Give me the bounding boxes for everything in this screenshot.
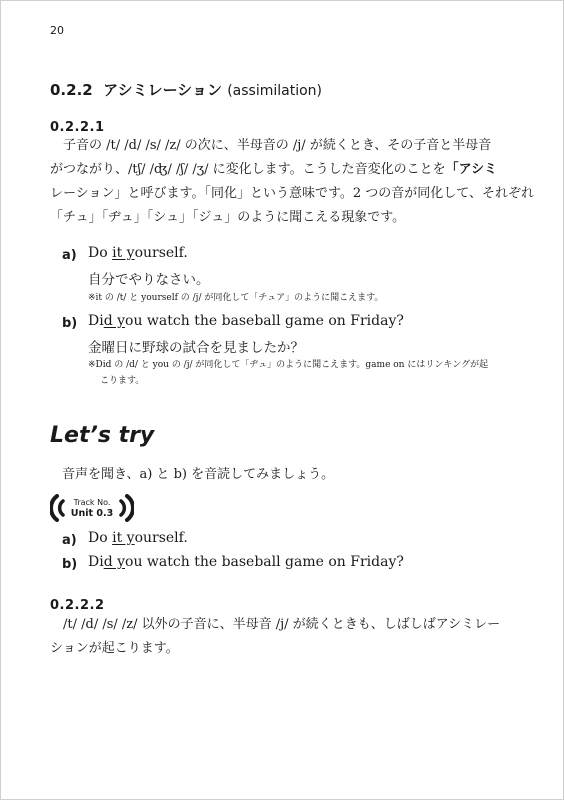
try-example-b-marker: b) bbox=[62, 557, 78, 572]
example-b-marker: b) bbox=[62, 316, 78, 331]
term-assimilation: 「アシミ bbox=[445, 162, 498, 177]
assimilation-underline: it y bbox=[112, 530, 135, 546]
assimilation-underline: d y bbox=[103, 313, 126, 329]
paragraph-line: レーション」と呼びます。「同化」という意味です。2 つの音が同化して、それぞれ bbox=[50, 186, 535, 201]
example-a-english: Do it yourself. bbox=[88, 245, 188, 261]
paragraph-line: 「チュ」「ヂュ」「シュ」「ジュ」のように聞こえる現象です。 bbox=[50, 210, 406, 225]
section-title-en: (assimilation) bbox=[227, 83, 323, 99]
example-b-japanese: 金曜日に野球の試合を見ましたか？ bbox=[88, 340, 304, 356]
section-number: 0.2.2 bbox=[50, 81, 93, 99]
paragraph-line: がつながり、/tʃ/ /ʤ/ /ʃ/ /ʒ/ に変化します。こうした音変化のことを「アシミ bbox=[50, 162, 498, 177]
lets-try-heading: Let’s try bbox=[50, 423, 155, 448]
example-a-marker: a) bbox=[62, 248, 77, 263]
try-example-a-marker: a) bbox=[62, 533, 77, 548]
subsection-2-paragraph bbox=[50, 613, 500, 661]
subsection-1-paragraph bbox=[50, 134, 534, 230]
subsection-heading-2: 0.2.2.2 bbox=[50, 598, 105, 613]
example-b-english: Did you watch the baseball game on Friday? bbox=[88, 313, 404, 329]
example-a-japanese: 自分でやりなさい。 bbox=[88, 272, 210, 288]
track-unit: Unit 0.3 bbox=[70, 508, 114, 519]
lets-try-instruction: 音声を聞き、a) と b) を音読してみましょう。 bbox=[62, 467, 335, 482]
paragraph-line: 子音の /t/ /d/ /s/ /z/ の次に、半母音の /j/ が続くとき、その子音と半母音 bbox=[63, 138, 492, 153]
paragraph-line: ションが起こります。 bbox=[50, 641, 179, 656]
subsection-heading-1: 0.2.2.1 bbox=[50, 120, 105, 135]
section-title-ja: アシミレーション bbox=[103, 81, 222, 99]
example-b-note: ※Did の /d/ と you の /j/ が同化して「ヂュ」のように聞こえます。game on にはリンキングが起 こります。 bbox=[88, 360, 489, 386]
assimilation-underline: it y bbox=[112, 245, 135, 261]
page-number: 20 bbox=[50, 24, 64, 37]
paragraph-line: /t/ /d/ /s/ /z/ 以外の子音に、半母音 /j/ が続くときも、しばしばアシミレー bbox=[63, 617, 501, 632]
example-a-note: ※it の /t/ と yourself の /j/ が同化して「チュア」のように聞こえます。 bbox=[88, 293, 384, 303]
track-label: Track No. bbox=[73, 498, 111, 507]
try-example-b-english: Did you watch the baseball game on Friday? bbox=[88, 554, 404, 570]
section-title bbox=[50, 79, 322, 100]
try-example-a-english: Do it yourself. bbox=[88, 530, 188, 546]
speaker-wave-icon bbox=[50, 491, 134, 525]
audio-track-badge[interactable] bbox=[50, 491, 134, 525]
assimilation-underline: d y bbox=[103, 554, 126, 570]
